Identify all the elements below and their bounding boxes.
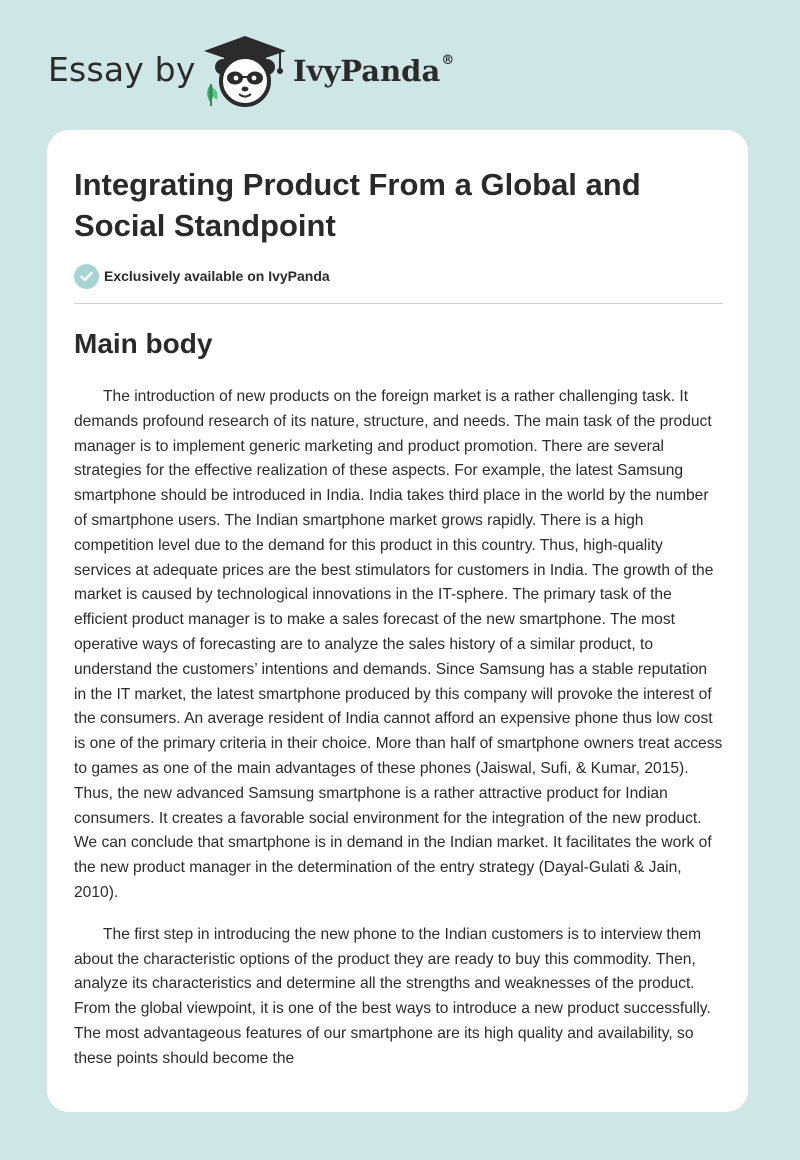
divider <box>74 303 723 304</box>
section-heading: Main body <box>74 328 213 359</box>
paragraph: The first step in introducing the new phone to the Indian customers is to interview them about the characteristic options of the product they are ready to buy this commodity. Then, analyze its characteristics and determine all the strengths and weaknesses of the product. From the global viewpoint, it is one of the best ways to introduce a new product successfully. The most advantageous features of our smartphone are its high quality and availability, so these points should become the <box>74 925 711 1067</box>
panda-mascot-logo-icon <box>202 34 288 108</box>
essay-title: Integrating Product From a Global and Social Standpoint <box>74 167 641 243</box>
badge-label: Exclusively available on IvyPanda <box>104 268 330 284</box>
essay-card <box>47 130 748 1112</box>
paragraph: The introduction of new products on the foreign market is a rather challenging task. It demands profound research of its nature, structure, and needs. The main task of the product manager is to implement generic marketing and product promotion. There are several strategies for the effective realization of these aspects. For example, the latest Samsung smartphone should be introduced in India. India takes third place in the world by the number of smartphone users. The Indian smartphone market grows rapidly. There is a high competition level due to the demand for this product in this country. Thus, high-quality services at adequate prices are the best stimulators for customers in India. The growth of the market is caused by technological innovations in the IT-sphere. The primary task of the efficient product manager is to make a sales forecast of the new smartphone. The most operative ways of forecasting are to analyze the sales history of a similar product, to understand the customers’ intentions and demands. Since Samsung has a stable reputation in the IT market, the latest smartphone produced by this company will provoke the interest of the consumers. An average resident of India cannot afford an expensive phone thus low cost is one of the primary criteria in their choice. More than half of smartphone owners treat access to games as one of the main advantages of these phones (Jaiswal, Sufi, & Kumar, 2015). Thus, the new advanced Samsung smartphone is a rather attractive product for Indian consumers. It creates a favorable social environment for the integration of the new product. We can conclude that smartphone is in demand in the Indian market. It facilitates the work of the new product manager in the determination of the entry strategy (Dayal-Gulati & Jain, 2010). <box>74 388 723 901</box>
exclusive-badge <box>74 263 330 289</box>
brand-name: IvyPanda® <box>293 53 455 88</box>
check-circle-icon <box>74 264 99 289</box>
essay-body <box>74 385 723 1089</box>
site-header <box>0 0 800 120</box>
essay-by-label: Essay by <box>48 50 196 89</box>
